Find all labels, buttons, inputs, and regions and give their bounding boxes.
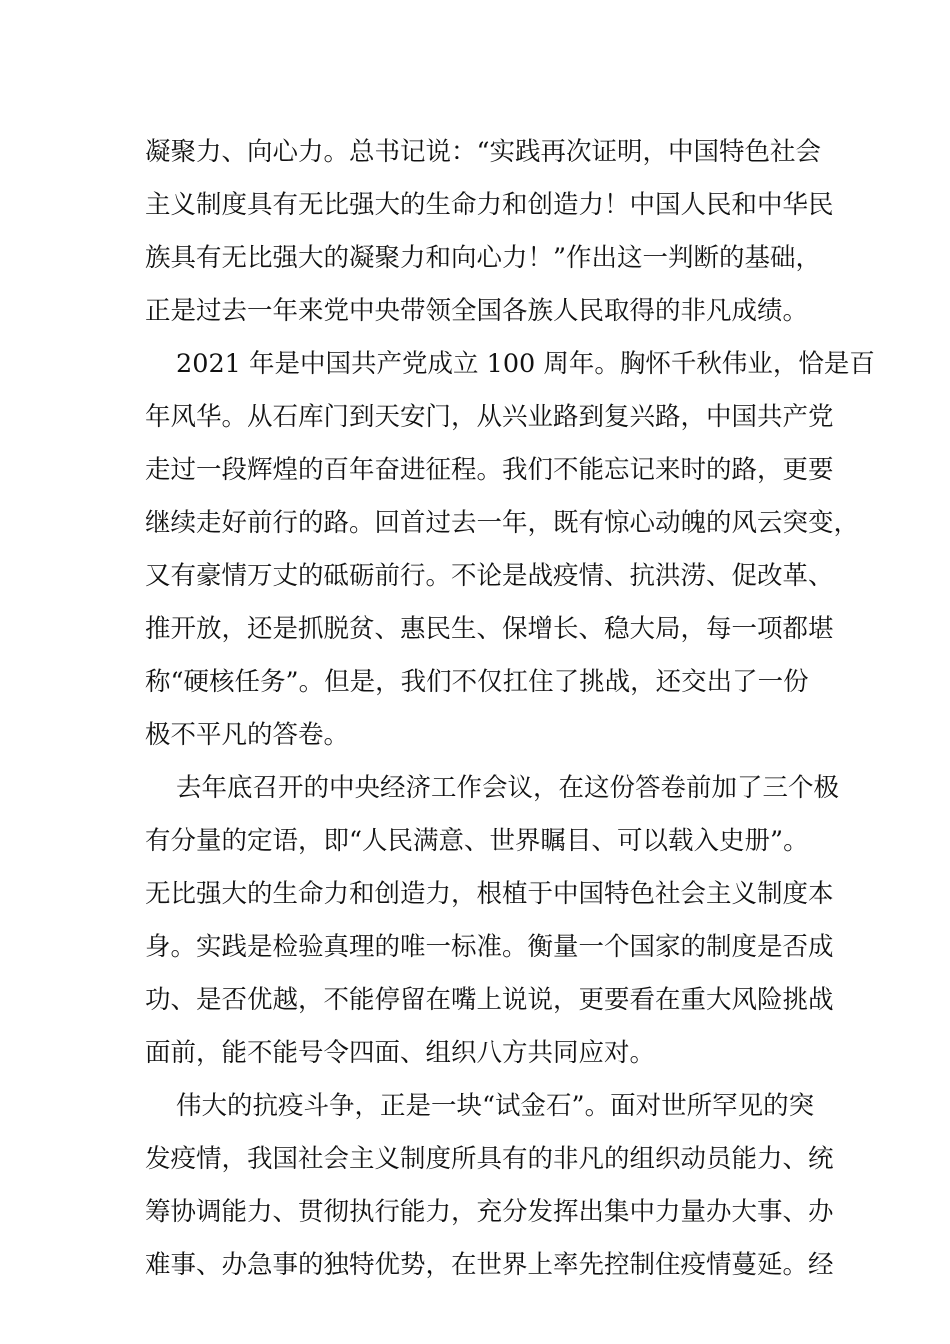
text-line: 称“硬核任务”。但是，我们不仅扛住了挑战，还交出了一份: [145, 667, 809, 697]
text-line: 走过一段辉煌的百年奋进征程。我们不能忘记来时的路，更要: [145, 455, 834, 485]
text-line: 主义制度具有无比强大的生命力和创造力！中国人民和中华民: [145, 190, 834, 220]
paragraph: [145, 1080, 834, 1292]
document-body: [145, 126, 875, 1292]
paragraph: [145, 762, 840, 1080]
text-line: 功、是否优越，不能停留在嘴上说说，更要看在重大风险挑战: [145, 985, 834, 1015]
text-line: 去年底召开的中央经济工作会议，在这份答卷前加了三个极: [176, 773, 840, 803]
text-line: 无比强大的生命力和创造力，根植于中国特色社会主义制度本: [145, 879, 834, 909]
text-line: 伟大的抗疫斗争，正是一块“试金石”。面对世所罕见的突: [176, 1091, 815, 1121]
text-line: 年风华。从石库门到天安门，从兴业路到复兴路，中国共产党: [145, 402, 834, 432]
text-line: 面前，能不能号令四面、组织八方共同应对。: [145, 1038, 656, 1068]
text-line: 推开放，还是抓脱贫、惠民生、保增长、稳大局，每一项都堪: [145, 614, 834, 644]
text-line: 又有豪情万丈的砥砺前行。不论是战疫情、抗洪涝、促改革、: [145, 561, 834, 591]
text-line: 继续走好前行的路。回首过去一年，既有惊心动魄的风云突变，: [145, 508, 860, 538]
text-line: 极不平凡的答卷。: [145, 720, 350, 750]
text-line: 有分量的定语，即“人民满意、世界瞩目、可以载入史册”。: [145, 826, 809, 856]
text-line: 2021 年是中国共产党成立 100 周年。胸怀千秋伟业，恰是百: [176, 349, 875, 379]
text-line: 难事、办急事的独特优势，在世界上率先控制住疫情蔓延。经: [145, 1250, 834, 1280]
text-line: 筹协调能力、贯彻执行能力，充分发挥出集中力量办大事、办: [145, 1197, 834, 1227]
text-line: 发疫情，我国社会主义制度所具有的非凡的组织动员能力、统: [145, 1144, 834, 1174]
paragraph: [145, 338, 875, 762]
paragraph: [145, 126, 834, 338]
text-line: 身。实践是检验真理的唯一标准。衡量一个国家的制度是否成: [145, 932, 834, 962]
text-line: 凝聚力、向心力。总书记说：“实践再次证明，中国特色社会: [145, 137, 822, 167]
text-line: 正是过去一年来党中央带领全国各族人民取得的非凡成绩。: [145, 296, 809, 326]
text-line: 族具有无比强大的凝聚力和向心力！”作出这一判断的基础，: [145, 243, 822, 273]
